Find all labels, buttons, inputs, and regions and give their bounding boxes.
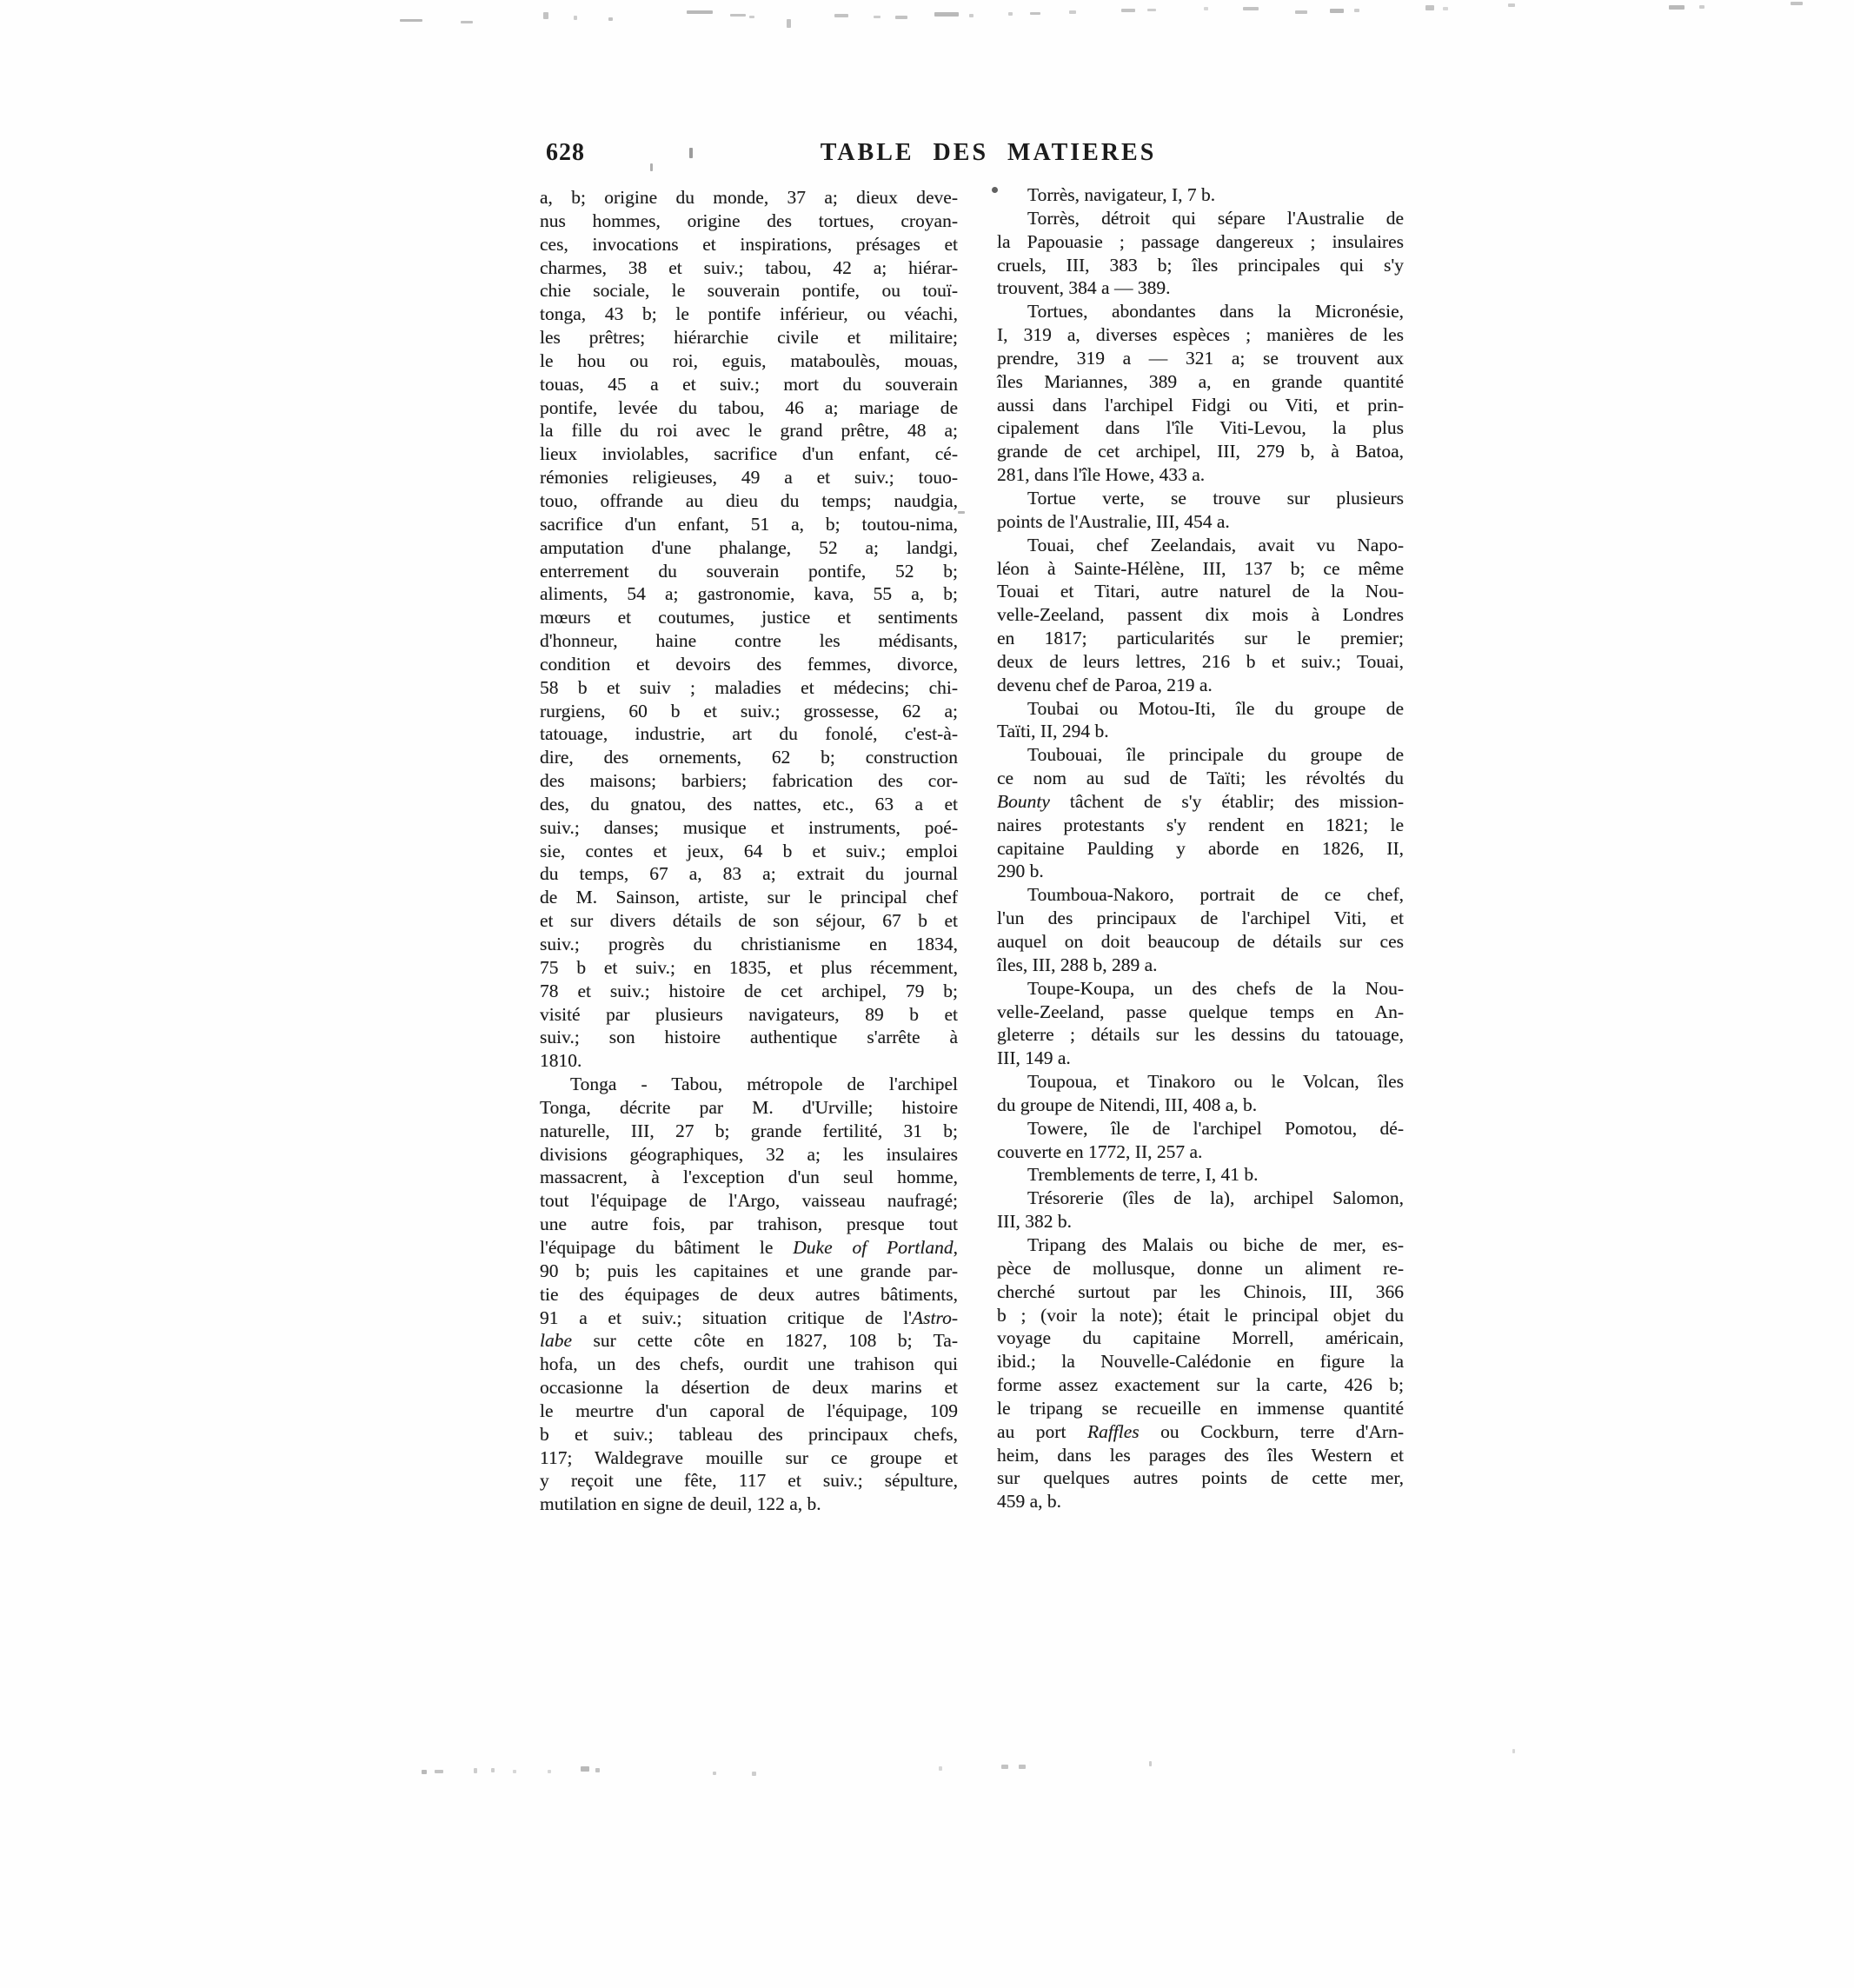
scan-artifact <box>1149 1761 1152 1766</box>
text-line: Tortue verte, se trouve sur plusieurs <box>1027 487 1404 509</box>
text-line: 281, dans l'île Howe, 433 a. <box>997 464 1206 486</box>
text-line: nus hommes, origine des tortues, croyan- <box>540 209 958 231</box>
text-line: Tortues, abondantes dans la Micronésie, <box>1027 301 1404 322</box>
text-line: points de l'Australie, III, 454 a. <box>997 510 1230 532</box>
text-line: voyage du capitaine Morrell, américain, <box>997 1327 1404 1349</box>
scan-artifact <box>1330 9 1344 13</box>
text-line: velle-Zeeland, passent dix mois à Londres <box>997 604 1404 626</box>
scan-artifact <box>608 17 613 21</box>
text-line: Tremblements de terre, I, 41 b. <box>1027 1164 1259 1186</box>
text-line: Toupe-Koupa, un des chefs de la Nou- <box>1027 977 1404 999</box>
scan-artifact <box>687 10 713 14</box>
scan-artifact <box>834 14 848 17</box>
text-line: grande de cet archipel, III, 279 b, à Batoa, <box>997 441 1404 462</box>
scan-artifact <box>491 1768 495 1772</box>
text-line: sie, contes et jeux, 64 b et suiv.; emploi <box>540 840 958 861</box>
text-line: trouvent, 384 a — 389. <box>997 277 1171 299</box>
text-line: III, 149 a. <box>997 1047 1071 1069</box>
text-line: Bounty tâchent de s'y établir; des mission- <box>997 790 1404 812</box>
scan-artifact <box>749 16 754 18</box>
text-line: Torrès, navigateur, I, 7 b. <box>1027 184 1216 205</box>
scan-artifact <box>461 21 473 23</box>
text-line: touas, 45 a et suiv.; mort du souverain <box>540 373 958 395</box>
scan-artifact <box>1295 10 1307 14</box>
left-column <box>540 186 958 1516</box>
text-line: l'équipage du bâtiment le Duke of Portland, <box>540 1236 958 1258</box>
text-line: 290 b. <box>997 861 1044 882</box>
text-line: cruels, III, 383 b; îles principales qui s'y <box>997 254 1404 276</box>
text-line: Toubouai, île principale du groupe de <box>1027 744 1404 766</box>
text-line: naturelle, III, 27 b; grande fertilité, 31 b; <box>540 1120 958 1141</box>
text-line: amputation d'une phalange, 52 a; landgi, <box>540 536 958 558</box>
text-line: forme assez exactement sur la carte, 426 b; <box>997 1374 1404 1396</box>
page-number: 628 <box>546 139 585 166</box>
text-line: divisions géographiques, 32 a; les insulaires <box>540 1143 958 1165</box>
text-line: de M. Sainson, artiste, sur le principal chef <box>540 887 958 908</box>
text-line: ces, invocations et inspirations, présages et <box>540 233 958 255</box>
text-line: III, 382 b. <box>997 1211 1072 1233</box>
scan-artifact <box>1791 2 1803 5</box>
text-line: velle-Zeeland, passe quelque temps en An- <box>997 1001 1404 1022</box>
scan-artifact <box>939 1766 942 1771</box>
text-line: I, 319 a, diverses espèces ; manières de les <box>997 324 1404 346</box>
scan-artifact <box>435 1770 443 1773</box>
scan-artifact <box>1699 5 1704 9</box>
text-line: les prêtres; hiérarchie civile et militaire; <box>540 327 958 349</box>
text-line: Tonga, décrite par M. d'Urville; histoire <box>540 1096 958 1118</box>
text-line: hofa, un des chefs, ourdit une trahison qui <box>540 1353 958 1375</box>
text-line: a, b; origine du monde, 37 a; dieux deve- <box>540 187 958 208</box>
text-line: touo, offrande au dieu du temps; naudgia, <box>540 489 958 511</box>
text-line: tonga, 43 b; le pontife inférieur, ou véachi, <box>540 303 958 325</box>
text-line: capitaine Paulding y aborde en 1826, II, <box>997 837 1404 859</box>
text-line: 78 et suiv.; histoire de cet archipel, 79 b; <box>540 980 958 1001</box>
text-line: îles, III, 288 b, 289 a. <box>997 954 1158 975</box>
text-line: du groupe de Nitendi, III, 408 a, b. <box>997 1094 1258 1115</box>
text-line: suiv.; progrès du christianisme en 1834, <box>540 934 958 954</box>
text-line: dire, des ornements, 62 b; construction <box>540 747 958 768</box>
text-line: sacrifice d'un enfant, 51 a, b; toutou-nima, <box>540 513 958 535</box>
scan-artifact <box>1425 5 1434 10</box>
text-line: sur quelques autres points de cette mer, <box>997 1467 1404 1489</box>
text-line: en 1817; particularités sur le premier; <box>997 628 1404 649</box>
scan-artifact <box>1147 9 1156 11</box>
scan-artifact <box>1243 7 1259 10</box>
page-title: TABLE DES MATIERES <box>820 139 1157 166</box>
text-line: massacrent, à l'exception d'un seul homme, <box>540 1167 958 1188</box>
text-line: labe sur cette côte en 1827, 108 b; Ta- <box>540 1330 958 1352</box>
text-line: l'un des principaux de l'archipel Viti, et <box>997 908 1404 929</box>
text-line: aliments, 54 a; gastronomie, kava, 55 a, b; <box>540 583 958 605</box>
text-line: ibid.; la Nouvelle-Calédonie en figure la <box>997 1351 1404 1373</box>
text-line: tatouage, industrie, art du fonolé, c'est-à- <box>540 723 958 745</box>
text-line: enterrement du souverain pontife, 52 b; <box>540 560 958 582</box>
scan-artifact <box>548 1770 551 1773</box>
text-line: devenu chef de Paroa, 219 a. <box>997 674 1213 695</box>
scan-artifact <box>787 19 791 28</box>
text-line: Trésorerie (îles de la), archipel Salomon, <box>1027 1187 1404 1209</box>
scan-artifact <box>1030 12 1040 15</box>
text-line: îles Mariannes, 389 a, en grande quantité <box>997 370 1404 392</box>
text-line: charmes, 38 et suiv.; tabou, 42 a; hiérar- <box>540 256 958 278</box>
scan-artifact <box>543 12 548 19</box>
text-line: chie sociale, le souverain pontife, ou touï- <box>540 280 958 302</box>
scan-artifact <box>969 14 974 17</box>
text-line: Toumboua-Nakoro, portrait de ce chef, <box>1027 884 1404 906</box>
scan-artifact <box>513 1770 516 1773</box>
scan-artifact <box>958 511 965 514</box>
text-line: 75 b et suiv.; en 1835, et plus récemment, <box>540 956 958 978</box>
text-line: Toubai ou Motou-Iti, île du groupe de <box>1027 697 1404 719</box>
text-line: Touai et Titari, autre naturel de la Nou- <box>997 581 1404 602</box>
scan-artifact <box>1508 3 1515 7</box>
text-line: et sur divers détails de son séjour, 67 b et <box>540 910 958 932</box>
text-line: des, du gnatou, des nattes, etc., 63 a et <box>540 793 958 814</box>
text-line: la fille du roi avec le grand prêtre, 48 a; <box>540 420 958 442</box>
text-line: 58 b et suiv ; maladies et médecins; chi- <box>540 676 958 698</box>
scan-artifact <box>581 1766 589 1772</box>
scan-artifact <box>1008 12 1013 16</box>
text-line: tout l'équipage de l'Argo, vaisseau naufragé; <box>540 1190 958 1212</box>
text-line: 459 a, b. <box>997 1491 1062 1513</box>
scan-artifact <box>689 148 693 158</box>
text-line: 1810. <box>540 1050 582 1072</box>
text-line: du temps, 67 a, 83 a; extrait du journal <box>540 863 958 885</box>
scan-artifact <box>934 12 959 17</box>
text-line: rurgiens, 60 b et suiv.; grossesse, 62 a; <box>540 700 958 721</box>
scan-artifact <box>474 1768 477 1773</box>
text-line: deux de leurs lettres, 216 b et suiv.; Touai, <box>997 650 1404 672</box>
text-line: couverte en 1772, II, 257 a. <box>997 1140 1203 1162</box>
text-line: lieux inviolables, sacrifice d'un enfant, cé- <box>540 443 958 465</box>
text-line: mœurs et coutumes, justice et sentiments <box>540 607 958 628</box>
text-line: gleterre ; détails sur les dessins du tatouage, <box>997 1024 1404 1046</box>
text-line: heim, dans les parages des îles Western et <box>997 1444 1404 1466</box>
right-column <box>997 183 1404 1513</box>
scan-artifact <box>1354 9 1359 12</box>
text-line: ce nom au sud de Taïti; les révoltés du <box>997 768 1404 789</box>
text-line: Torrès, détroit qui sépare l'Australie de <box>1027 207 1404 229</box>
scan-artifact <box>895 16 907 19</box>
text-line: condition et devoirs des femmes, divorce, <box>540 653 958 675</box>
text-line: naires protestants s'y rendent en 1821; le <box>997 814 1404 835</box>
text-line: pontife, levée du tabou, 46 a; mariage de <box>540 396 958 418</box>
text-line: suiv.; danses; musique et instruments, poé- <box>540 816 958 838</box>
text-line: pèce de mollusque, donne un aliment re- <box>997 1257 1404 1279</box>
scan-artifact <box>650 163 653 171</box>
text-line: mutilation en signe de deuil, 122 a, b. <box>540 1493 821 1515</box>
scan-artifact <box>1669 5 1685 10</box>
scan-artifact <box>874 16 880 18</box>
text-line: au port Raffles ou Cockburn, terre d'Arn- <box>997 1420 1404 1442</box>
text-line: la Papouasie ; passage dangereux ; insulaires <box>997 230 1404 252</box>
text-line: Touai, chef Zeelandais, avait vu Napo- <box>1027 534 1404 555</box>
text-line: 91 a et suiv.; situation critique de l'Astro- <box>540 1306 958 1328</box>
text-line: tie des équipages de deux autres bâtiments, <box>540 1283 958 1305</box>
scan-artifact <box>752 1772 756 1776</box>
text-line: d'honneur, haine contre les médisants, <box>540 630 958 652</box>
text-line: visité par plusieurs navigateurs, 89 b et <box>540 1003 958 1025</box>
scan-artifact <box>1069 10 1076 14</box>
text-line: léon à Sainte-Hélène, III, 137 b; ce même <box>997 557 1404 579</box>
printers-mark-dot <box>992 187 998 193</box>
scan-artifact <box>1019 1765 1026 1769</box>
text-line: suiv.; son histoire authentique s'arrête à <box>540 1027 958 1048</box>
scan-artifact <box>1512 1749 1515 1753</box>
text-line: des maisons; barbiers; fabrication des cor- <box>540 770 958 792</box>
text-line: 117; Waldegrave mouille sur ce groupe et <box>540 1446 958 1468</box>
text-line: occasionne la désertion de deux marins et <box>540 1377 958 1399</box>
scan-artifact <box>730 14 746 17</box>
text-line: le meurtre d'un caporal de l'équipage, 109 <box>540 1400 958 1421</box>
text-line: prendre, 319 a — 321 a; se trouvent aux <box>997 347 1404 369</box>
scan-artifact <box>1204 7 1208 10</box>
text-line: Towere, île de l'archipel Pomotou, dé- <box>1027 1117 1404 1139</box>
text-line: Taïti, II, 294 b. <box>997 721 1109 742</box>
text-line: b ; (voir la note); était le principal objet du <box>997 1304 1404 1326</box>
scan-artifact <box>595 1768 600 1772</box>
text-line: cipalement dans l'île Viti-Levou, la plus <box>997 417 1404 439</box>
text-line: y reçoit une fête, 117 et suiv.; sépulture, <box>540 1470 958 1492</box>
text-line: Tonga - Tabou, métropole de l'archipel <box>570 1074 958 1095</box>
text-line: le tripang se recueille en immense quantité <box>997 1397 1404 1419</box>
scan-artifact <box>713 1772 716 1775</box>
text-line: Toupoua, et Tinakoro ou le Volcan, îles <box>1027 1071 1404 1093</box>
scan-artifact <box>422 1770 427 1774</box>
text-line: Tripang des Malais ou biche de mer, es- <box>1027 1233 1404 1255</box>
text-line: auquel on doit beaucoup de détails sur ces <box>997 931 1404 952</box>
scan-artifact <box>1121 9 1135 12</box>
scan-artifact <box>1443 7 1448 10</box>
text-line: aussi dans l'archipel Fidgi ou Viti, et prin- <box>997 394 1404 416</box>
text-line: une autre fois, par trahison, presque tout <box>540 1213 958 1235</box>
text-line: 90 b; puis les capitaines et une grande par- <box>540 1260 958 1281</box>
text-line: rémonies religieuses, 49 a et suiv.; touo- <box>540 467 958 489</box>
scan-artifact <box>400 19 422 22</box>
scan-artifact <box>1001 1765 1008 1769</box>
text-line: cherché surtout par les Chinois, III, 366 <box>997 1280 1404 1302</box>
scan-artifact <box>574 16 577 20</box>
text-line: b et suiv.; tableau des principaux chefs, <box>540 1423 958 1445</box>
text-line: le hou ou roi, eguis, mataboulès, mouas, <box>540 349 958 371</box>
